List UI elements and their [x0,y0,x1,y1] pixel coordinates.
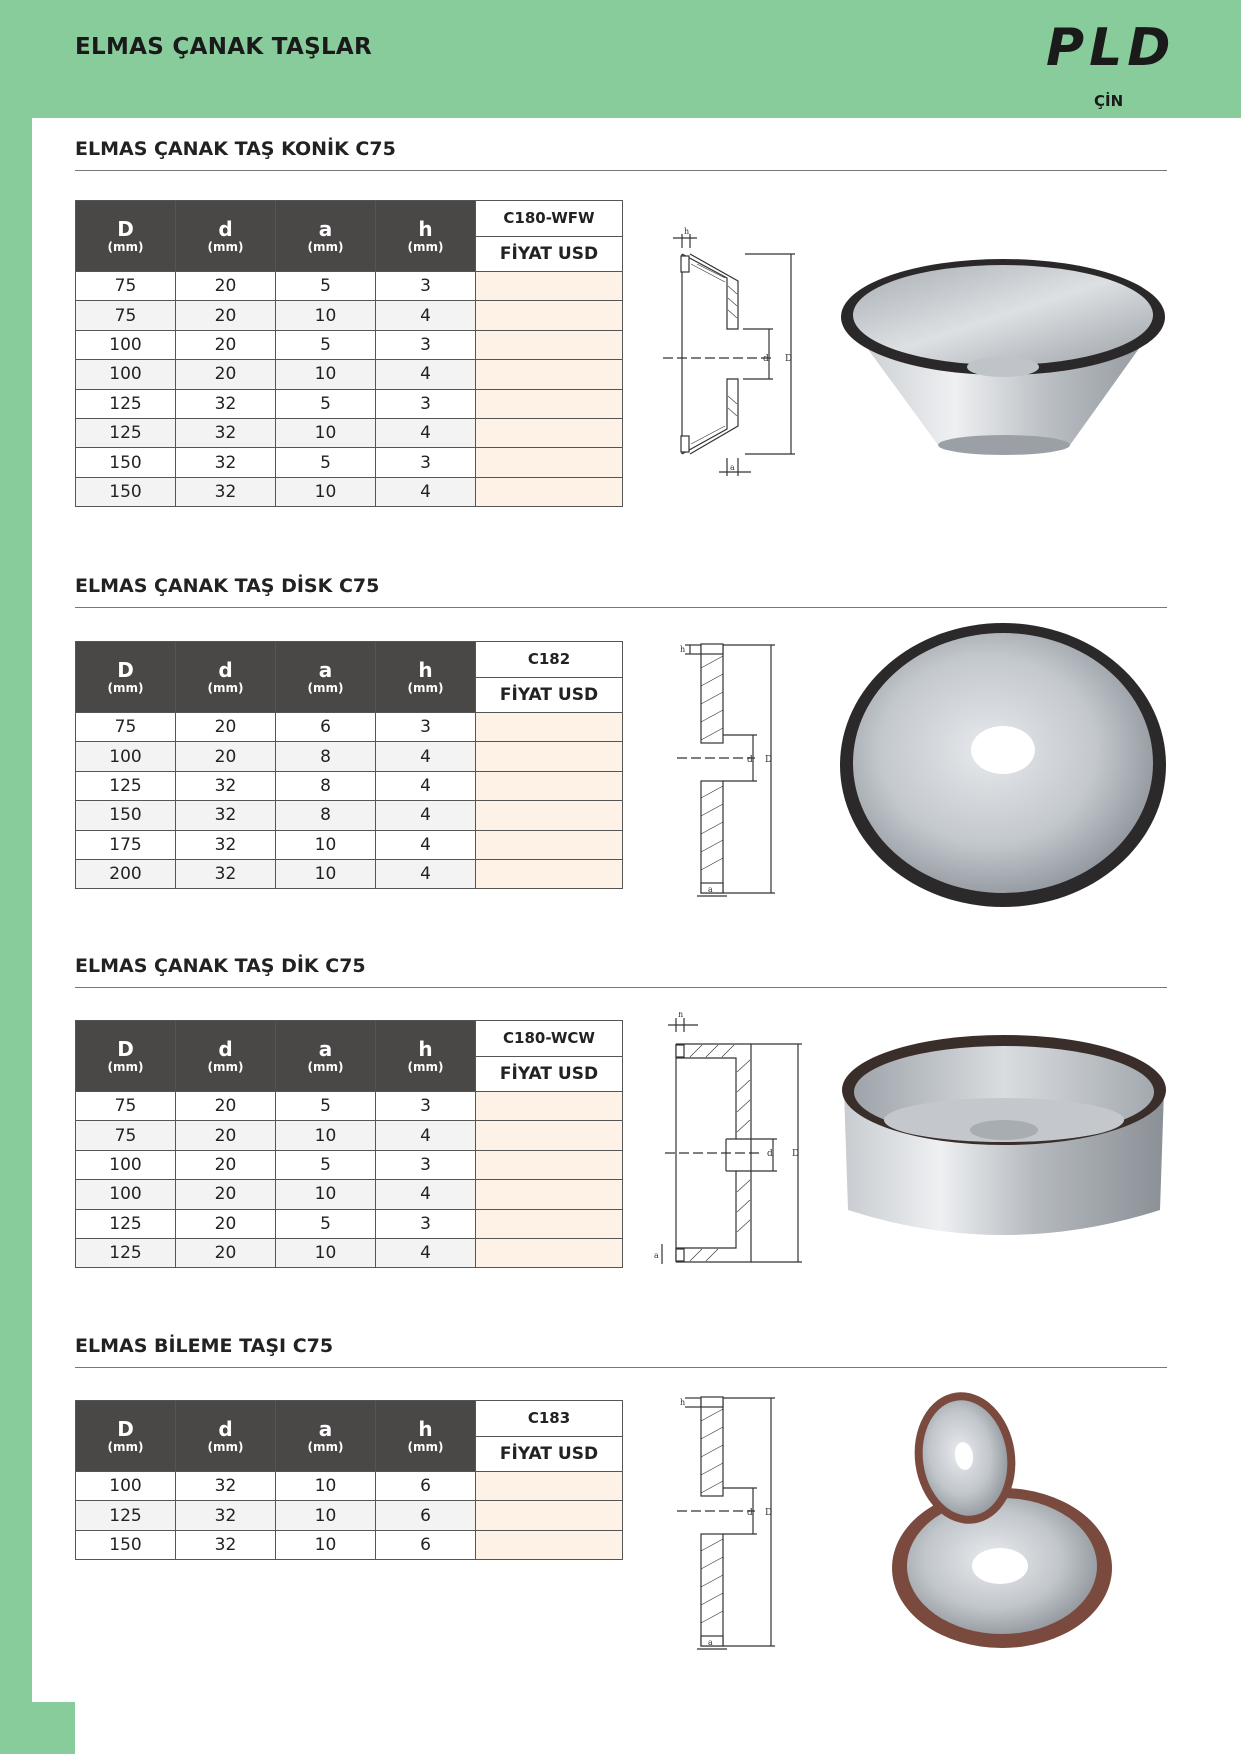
table-cell: 10 [276,830,376,859]
table-cell: 32 [176,830,276,859]
price-cell [476,801,623,830]
table-row [76,389,623,418]
column-header-a [276,1401,376,1472]
table-cell: 5 [276,448,376,477]
table-cell: 6 [376,1530,476,1559]
disk-product-photo [838,620,1168,910]
table-row [76,1121,623,1150]
column-unit: (mm) [407,240,444,254]
table-cell: 8 [276,742,376,771]
column-header-h [376,1021,476,1092]
table-cell: 100 [76,1472,176,1501]
table-cell: 10 [276,477,376,506]
dim-a-label: a [708,885,713,894]
column-unit: (mm) [207,240,244,254]
column-unit: (mm) [407,681,444,695]
price-cell [476,1121,623,1150]
bottom-tab [32,1702,75,1754]
price-header: FİYAT USD [476,236,623,272]
dim-d-label: d [763,354,769,364]
table-cell: 20 [176,1121,276,1150]
table-row [76,1092,623,1121]
table-cell: 32 [176,771,276,800]
price-cell [476,830,623,859]
column-symbol: D [117,658,134,682]
table-cell: 150 [76,801,176,830]
table-cell: 4 [376,360,476,389]
table-cell: 20 [176,272,276,301]
column-symbol: d [218,1037,233,1061]
table-cell: 20 [176,742,276,771]
table-cell: 3 [376,389,476,418]
column-symbol: D [117,217,134,241]
table-cell: 4 [376,1121,476,1150]
table-cell: 10 [276,1472,376,1501]
table-cell: 100 [76,360,176,389]
table-cell: 75 [76,713,176,742]
table-cell: 32 [176,389,276,418]
table-cell: 20 [176,330,276,359]
column-symbol: d [218,658,233,682]
table-cell: 4 [376,742,476,771]
table-cell: 4 [376,477,476,506]
dim-D-label: D [785,354,793,364]
table-cell: 6 [376,1501,476,1530]
table-row [76,272,623,301]
column-header-D [76,1401,176,1472]
price-cell [476,330,623,359]
table-cell: 125 [76,1501,176,1530]
table-cell: 100 [76,1180,176,1209]
table-cell: 10 [276,360,376,389]
column-symbol: D [117,1037,134,1061]
table-row [76,713,623,742]
table-cell: 20 [176,360,276,389]
table-cell: 125 [76,1238,176,1267]
table-cell: 5 [276,272,376,301]
table-cell: 20 [176,1092,276,1121]
column-unit: (mm) [107,681,144,695]
table-cell: 10 [276,418,376,447]
table-cell: 20 [176,1150,276,1179]
column-unit: (mm) [407,1060,444,1074]
table-row [76,1530,623,1559]
brand-origin: ÇİN [1094,92,1124,110]
table-cell: 200 [76,859,176,888]
table-cell: 125 [76,771,176,800]
price-cell [476,1150,623,1179]
table-cell: 8 [276,771,376,800]
column-symbol: d [218,1417,233,1441]
table-cell: 10 [276,1121,376,1150]
column-unit: (mm) [107,240,144,254]
bileme-technical-drawing [675,1392,795,1654]
table-cell: 10 [276,1180,376,1209]
table-cell: 100 [76,330,176,359]
table-cell: 175 [76,830,176,859]
table-cell: 32 [176,1501,276,1530]
table-cell: 3 [376,713,476,742]
section-title: ELMAS BİLEME TAŞI C75 [75,1331,1167,1368]
column-unit: (mm) [307,1060,344,1074]
table-row [76,1150,623,1179]
table-cell: 10 [276,859,376,888]
table-cell: 75 [76,1121,176,1150]
dim-h-label: h [684,227,690,236]
column-symbol: a [318,658,333,682]
table-cell: 100 [76,742,176,771]
column-symbol: a [318,217,333,241]
table-cell: 4 [376,1238,476,1267]
dim-h-label: h [680,1398,686,1407]
spec-table [75,1400,623,1560]
table-cell: 4 [376,418,476,447]
dim-h-label: h [680,645,686,654]
column-symbol: D [117,1417,134,1441]
table-cell: 125 [76,1209,176,1238]
table-cell: 75 [76,301,176,330]
table-cell: 32 [176,801,276,830]
table-row [76,360,623,389]
price-cell [476,1530,623,1559]
price-cell [476,477,623,506]
column-header-a [276,1021,376,1092]
column-header-d [176,642,276,713]
table-cell: 20 [176,1238,276,1267]
column-header-D [76,1021,176,1092]
price-cell [476,301,623,330]
brand-logo: PLD [1046,18,1176,78]
page-title: ELMAS ÇANAK TAŞLAR [75,34,373,60]
column-unit: (mm) [307,1440,344,1454]
table-row [76,830,623,859]
table-cell: 150 [76,1530,176,1559]
price-cell [476,1209,623,1238]
column-header-d [176,1021,276,1092]
section-title: ELMAS ÇANAK TAŞ DİSK C75 [75,571,1167,608]
table-cell: 32 [176,1530,276,1559]
table-row [76,330,623,359]
table-row [76,1209,623,1238]
table-row [76,801,623,830]
dim-a-label: a [730,463,735,472]
column-header-d [176,201,276,272]
column-header-D [76,201,176,272]
table-row [76,771,623,800]
column-header-a [276,642,376,713]
konik-technical-drawing [655,226,805,482]
spec-table [75,200,623,507]
price-header: FİYAT USD [476,1056,623,1092]
table-cell: 32 [176,477,276,506]
table-cell: 150 [76,477,176,506]
dik-product-photo [838,1030,1168,1260]
table-row [76,448,623,477]
disk-technical-drawing [675,638,795,900]
price-cell [476,742,623,771]
table-cell: 20 [176,713,276,742]
table-cell: 4 [376,859,476,888]
dim-d-label: d [767,1149,773,1159]
column-symbol: h [418,658,433,682]
table-row [76,477,623,506]
dim-d-label: d [747,1508,753,1518]
product-code: C180-WFW [476,201,623,237]
column-unit: (mm) [207,681,244,695]
price-cell [476,360,623,389]
table-cell: 10 [276,1238,376,1267]
table-cell: 5 [276,330,376,359]
table-cell: 3 [376,272,476,301]
table-row [76,742,623,771]
table-cell: 6 [276,713,376,742]
table-cell: 20 [176,1209,276,1238]
column-unit: (mm) [307,240,344,254]
spec-table [75,641,623,889]
column-symbol: h [418,1417,433,1441]
price-cell [476,1472,623,1501]
table-cell: 100 [76,1150,176,1179]
table-cell: 3 [376,330,476,359]
table-cell: 32 [176,1472,276,1501]
table-cell: 4 [376,830,476,859]
price-cell [476,859,623,888]
table-cell: 4 [376,301,476,330]
column-unit: (mm) [107,1060,144,1074]
column-symbol: h [418,217,433,241]
product-code: C183 [476,1401,623,1437]
column-unit: (mm) [207,1440,244,1454]
dim-D-label: D [765,755,773,765]
section-title: ELMAS ÇANAK TAŞ DİK C75 [75,951,1167,988]
column-symbol: a [318,1037,333,1061]
column-header-h [376,201,476,272]
dim-D-label: D [765,1508,773,1518]
table-cell: 32 [176,418,276,447]
price-cell [476,1092,623,1121]
konik-product-photo [838,255,1168,455]
table-row [76,859,623,888]
dim-D-label: D [792,1149,800,1159]
price-cell [476,448,623,477]
table-cell: 10 [276,301,376,330]
price-header: FİYAT USD [476,1436,623,1472]
price-cell [476,389,623,418]
bileme-product-photo [890,1388,1115,1653]
table-cell: 4 [376,771,476,800]
table-cell: 6 [376,1472,476,1501]
column-header-d [176,1401,276,1472]
dim-a-label: a [654,1251,659,1260]
table-cell: 3 [376,448,476,477]
table-cell: 20 [176,301,276,330]
table-row [76,1501,623,1530]
price-cell [476,1501,623,1530]
table-cell: 8 [276,801,376,830]
table-row [76,1238,623,1267]
dim-h-label: h [678,1012,684,1019]
section-title: ELMAS ÇANAK TAŞ KONİK C75 [75,134,1167,171]
column-unit: (mm) [307,681,344,695]
column-header-D [76,642,176,713]
column-unit: (mm) [107,1440,144,1454]
table-cell: 125 [76,418,176,447]
price-cell [476,1180,623,1209]
column-symbol: d [218,217,233,241]
table-row [76,1180,623,1209]
column-header-a [276,201,376,272]
dik-technical-drawing [650,1012,810,1282]
price-cell [476,771,623,800]
table-cell: 3 [376,1209,476,1238]
column-symbol: h [418,1037,433,1061]
table-cell: 32 [176,859,276,888]
dim-d-label: d [747,755,753,765]
dim-a-label: a [708,1638,713,1647]
price-cell [476,713,623,742]
product-code: C180-WCW [476,1021,623,1057]
table-row [76,418,623,447]
table-cell: 32 [176,448,276,477]
table-cell: 5 [276,1092,376,1121]
price-cell [476,1238,623,1267]
price-cell [476,418,623,447]
table-cell: 150 [76,448,176,477]
table-cell: 10 [276,1501,376,1530]
column-header-h [376,1401,476,1472]
column-unit: (mm) [407,1440,444,1454]
table-cell: 75 [76,272,176,301]
table-row [76,1472,623,1501]
table-row [76,301,623,330]
table-cell: 3 [376,1092,476,1121]
table-cell: 10 [276,1530,376,1559]
table-cell: 5 [276,389,376,418]
price-header: FİYAT USD [476,677,623,713]
column-symbol: a [318,1417,333,1441]
spec-table [75,1020,623,1268]
table-cell: 20 [176,1180,276,1209]
table-cell: 3 [376,1150,476,1179]
column-unit: (mm) [207,1060,244,1074]
product-code: C182 [476,642,623,678]
column-header-h [376,642,476,713]
table-cell: 125 [76,389,176,418]
table-cell: 4 [376,801,476,830]
table-cell: 5 [276,1150,376,1179]
table-cell: 75 [76,1092,176,1121]
table-cell: 5 [276,1209,376,1238]
table-cell: 4 [376,1180,476,1209]
price-cell [476,272,623,301]
left-side-band [0,0,32,1754]
